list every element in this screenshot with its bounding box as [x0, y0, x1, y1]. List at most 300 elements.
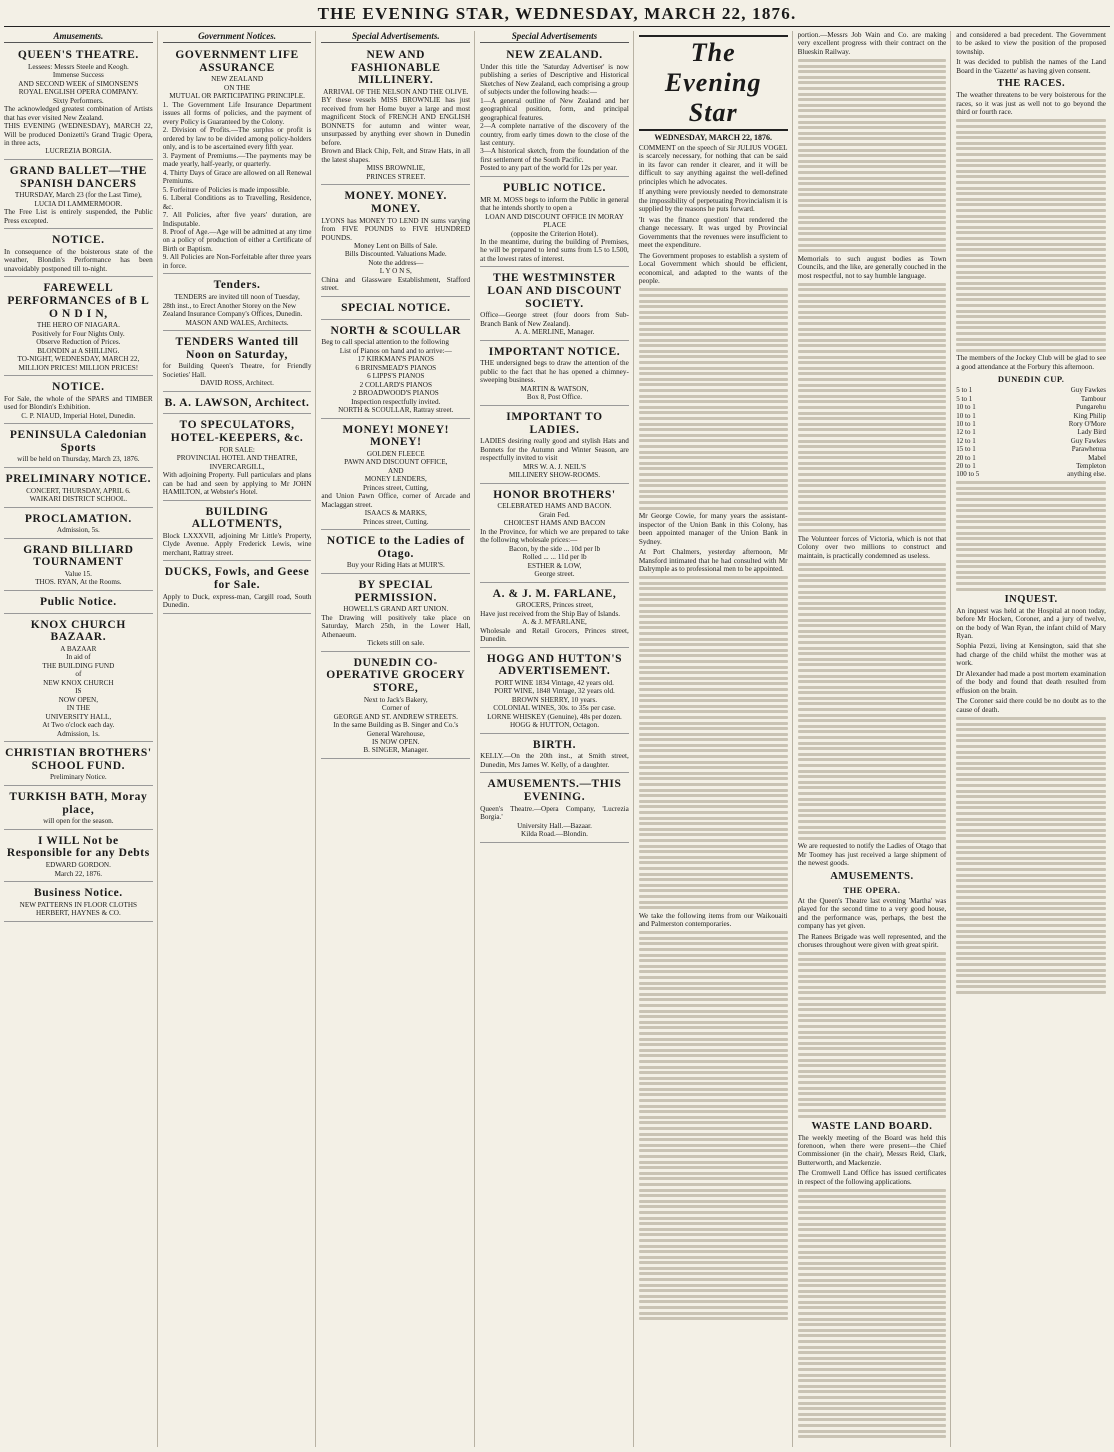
ad-title: BUILDING ALLOTMENTS,	[191, 505, 283, 531]
ad-line: 4. Thirty Days of Grace are allowed on all Renewal Premiums.	[162, 168, 312, 186]
horse-name: Parawhenua	[1071, 445, 1106, 454]
ad-line: GEORGE AND ST. ANDREW STREETS.	[333, 712, 458, 721]
advertisement	[4, 470, 153, 508]
advertisement	[4, 541, 153, 591]
ad-line: Brown and Black Chip, Felt, and Straw Hats, in all the latest shapes.	[321, 147, 471, 164]
ad-line: 1—A general outline of New Zealand and her geographical position, form, and principal geographical features.	[480, 96, 629, 122]
ad-line: MASON AND WALES, Architects.	[185, 318, 289, 327]
news-paragraph: Memorials to such august bodies as Town Councils, and the like, are generally couched in the most respectful, not to say humble language.	[797, 254, 947, 280]
ad-line: INVERCARGILL,	[209, 462, 265, 471]
ad-line: NEW PATTERNS IN FLOOR CLOTHS	[19, 900, 138, 909]
text-filler	[798, 283, 947, 532]
ad-line: Rolled ... ... 11d per lb	[522, 553, 587, 562]
advertisement	[4, 231, 153, 277]
ad-title: THE WESTMINSTER LOAN AND DISCOUNT SOCIETY.	[487, 272, 622, 310]
ad-line: Preliminary Notice.	[50, 773, 107, 782]
ad-line: 2. Division of Profits.—The surplus or profit is ordered by law to be divided among policy-holders only, and is to be ascertained every fifth year.	[162, 126, 312, 152]
odds-value: 5 to 1	[956, 394, 973, 403]
ad-line: MARTIN & WATSON,	[520, 384, 589, 393]
ad-line: Buy your Riding Hats at MUIR'S.	[346, 561, 445, 570]
text-filler	[798, 563, 947, 840]
ad-line: will be held on Thursday, March 23, 1876.	[17, 455, 140, 464]
odds-row	[956, 462, 1106, 470]
text-filler	[798, 59, 947, 252]
inquest-paragraph: Dr Alexander had made a post mortem examination of the body and found that death resulted from effusion on the brain.	[956, 669, 1106, 695]
advertisement	[480, 585, 629, 648]
ad-line: A. & J. M'FARLANE,	[522, 618, 587, 627]
ad-title: AMUSEMENTS.—THIS EVENING.	[487, 778, 622, 804]
ad-line: HOWELL'S GRAND ART UNION.	[343, 605, 449, 614]
ad-line: University Hall.—Bazaar.	[517, 821, 592, 830]
advertisement	[321, 576, 470, 652]
ad-line: Observe Reduction of Prices.	[36, 338, 121, 347]
advertisement	[480, 736, 629, 774]
ad-line: HERBERT, HAYNES & CO.	[35, 909, 121, 918]
ad-line: Grain Fed.	[539, 510, 570, 519]
ad-line: NORTH & SCOULLAR, Rattray street.	[338, 406, 454, 415]
ad-title: HONOR BROTHERS'	[493, 488, 616, 501]
ad-line: UNIVERSITY HALL,	[45, 712, 112, 721]
news-items	[798, 31, 947, 1438]
advertisement	[321, 654, 470, 759]
ad-line: For Sale, the whole of the SPARS and TIMBER used for Blondin's Exhibition.	[4, 394, 153, 412]
races-paragraph: The weather threatens to be very boisterous for the races, so it was just as well not to go beyond the third or fourth race.	[956, 91, 1106, 117]
news-paragraph: We are requested to notify the Ladies of Otago that Mr Toomey has just received a large shipment of the newest goods.	[797, 842, 947, 868]
news-paragraph: and considered a bad precedent. The Government to be asked to view the position of the proposed township.	[956, 31, 1106, 56]
inquest-heading: INQUEST.	[1004, 593, 1058, 605]
ad-line: WAIKARI DISTRICT SCHOOL.	[29, 495, 128, 504]
inquest-paragraph: An inquest was held at the Hospital at noon today, before Mr Hocken, Coroner, and a jury of twelve, on the body of Wan Ryan, the infant child of Mary Ryan.	[956, 606, 1106, 640]
advertisement	[4, 510, 153, 539]
advertisement	[163, 333, 312, 392]
leader-paragraph: COMMENT on the speech of Sir JULIUS VOGEL is scarcely necessary, for nothing that can be said in its favor can render it clearer, and it will be difficult to say anything against the well-defined principles which he advocates.	[638, 144, 788, 186]
column-5	[639, 31, 793, 1447]
ad-line: BROWN SHERRY, 10 years.	[511, 695, 598, 704]
odds-value: 10 to 1	[956, 411, 976, 420]
ad-line: Sixty Performers.	[52, 96, 104, 105]
horse-name: Rory O'More	[1068, 419, 1106, 428]
odds-row	[956, 395, 1106, 403]
ad-line: George street.	[534, 570, 575, 579]
ad-line: PORT WINE, 1848 Vintage, 32 years old.	[494, 687, 615, 696]
odds-row	[956, 420, 1106, 428]
ad-title: BIRTH.	[532, 738, 577, 751]
ad-line: B. SINGER, Manager.	[363, 746, 429, 755]
ad-line: 7. All Policies, after five years' duration, are Indisputable.	[162, 211, 312, 228]
odds-value: 10 to 1	[956, 419, 976, 428]
ad-line: 3—A historical sketch, from the foundation of the first settlement of the South Pacific.	[480, 147, 629, 164]
column-6	[798, 31, 952, 1447]
ad-line: 9. All Policies are Non-Forfeitable after three years in force.	[162, 253, 312, 270]
advertisement	[321, 322, 470, 419]
ad-line: In consequence of the boisterous state of the weather, Blondin's Performance has been unavoidably postponed till to-night.	[4, 247, 153, 273]
ad-line: THURSDAY, March 23 (for the Last Time),	[14, 191, 142, 200]
text-filler	[639, 931, 788, 1320]
text-filler	[956, 119, 1106, 351]
text-filler	[956, 481, 1106, 590]
ad-line: Next to Jack's Bakery,	[363, 695, 428, 704]
text-filler	[798, 952, 947, 1117]
ad-line: 2 COLLARD'S PIANOS	[359, 380, 432, 389]
advertisement	[321, 532, 470, 574]
news-paragraph: It was decided to publish the names of the Land Board in the 'Gazette' as having given consent.	[956, 58, 1106, 75]
ad-line: AND SECOND WEEK of SIMONSEN'S	[18, 79, 139, 88]
leader-paragraph: If anything were previously needed to demonstrate the impossibility of perpetuating Provincialism it is supplied by the reasons he puts forward.	[638, 188, 788, 214]
ad-line: MILLINERY SHOW-ROOMS.	[508, 471, 601, 480]
odds-value: 20 to 1	[956, 453, 976, 462]
ad-line: NEW KNOX CHURCH	[43, 678, 114, 687]
ad-line: A. A. MERLINE, Manager.	[514, 328, 595, 337]
ad-line: and Union Pawn Office, corner of Arcade and Maclaggan street.	[321, 492, 471, 509]
ad-line: Apply to Duck, express-man, Cargill road, South Dunedin.	[162, 592, 312, 610]
ad-line: General Warehouse,	[366, 729, 425, 738]
ad-line: At Two o'clock each day.	[42, 721, 115, 730]
advertisement	[4, 593, 153, 614]
ad-line: List of Pianos on hand and to arrive:—	[339, 346, 452, 355]
ad-line: Value 15.	[64, 569, 92, 578]
advertisement	[4, 744, 153, 786]
ad-title: Public Notice.	[39, 595, 117, 608]
paper-date: WEDNESDAY, MARCH 22, 1876.	[654, 133, 773, 142]
ad-line: Corner of	[381, 704, 410, 713]
ad-line: (opposite the Criterion Hotel).	[510, 229, 598, 238]
ad-title: GRAND BILLIARD TOURNAMENT	[23, 543, 134, 569]
ad-line: COLONIAL WINES, 30s. to 35s per case.	[493, 704, 616, 713]
masthead-title: THE EVENING STAR, WEDNESDAY, MARCH 22, 1876.	[317, 4, 797, 23]
ad-title: MONEY! MONEY! MONEY!	[342, 423, 450, 449]
ad-line: LYONS has MONEY TO LEND IN sums varying from FIVE POUNDS to FIVE HUNDRED POUNDS.	[321, 216, 471, 242]
ad-line: THE HERO OF NIAGARA.	[36, 321, 120, 330]
ad-title: TURKISH BATH, Moray place,	[9, 790, 148, 816]
ad-title: A. & J. M. FARLANE,	[492, 587, 617, 600]
ad-line: With adjoining Property. Full particulars and plans can be had and seen by applying to Mr JOHN HAMILTON, at Webster's Hotel.	[162, 471, 312, 497]
advertisement	[163, 563, 312, 613]
ad-line: FOR SALE:	[219, 445, 255, 454]
ad-title: PROCLAMATION.	[24, 512, 132, 525]
odds-row	[956, 386, 1106, 394]
ad-line: TENDERS are invited till noon of Tuesday,	[174, 293, 300, 302]
odds-value: 12 to 1	[956, 436, 976, 445]
ad-title: NEW AND FASHIONABLE MILLINERY.	[351, 49, 441, 87]
ad-line: Princes street, Cutting,	[363, 483, 429, 492]
ad-line: 8. Proof of Age.—Age will be admitted at any time on a policy of production of either a Certificate of Birth or Baptism.	[162, 228, 312, 253]
advertisement	[4, 884, 153, 922]
odds-value: 100 to 5	[956, 470, 980, 479]
ad-line: BLONDIN at A SHILLING.	[37, 346, 120, 355]
ad-line: 28th inst., to Erect Another Storey on the New	[162, 301, 297, 310]
ad-line: MONEY LENDERS,	[364, 475, 427, 484]
column-4	[480, 31, 634, 1447]
ad-line: Admission, 5s.	[56, 526, 100, 535]
text-filler	[639, 288, 788, 509]
horse-name: Guy Fawkes	[1070, 436, 1106, 445]
ad-line: Inspection respectfully invited.	[351, 397, 441, 406]
ad-title: B. A. LAWSON, Architect.	[164, 396, 310, 409]
ad-line: Bills Discounted. Valuations Made.	[344, 250, 447, 259]
ad-title: GRAND BALLET—THE SPANISH DANCERS	[9, 164, 147, 190]
ad-line: PRINCES STREET.	[366, 172, 426, 181]
ad-line: Queen's Theatre.—Opera Company, 'Lucrezia Borgia.'	[480, 804, 629, 822]
advertisement	[4, 832, 153, 882]
races-paragraph: The members of the Jockey Club will be glad to see a good attendance at the Forbury this afternoon.	[956, 354, 1106, 371]
ad-title: PRELIMINARY NOTICE.	[5, 472, 152, 485]
ad-line: 6 LIPPS'S PIANOS	[367, 372, 425, 381]
ad-line: MUTUAL OR PARTICIPATING PRINCIPLE.	[169, 92, 305, 101]
ad-line: MR M. MOSS begs to inform the Public in general that he intends shortly to open a	[480, 195, 629, 213]
ad-title: NEW ZEALAND.	[506, 49, 603, 61]
horse-name: Templeton	[1076, 461, 1106, 470]
ad-line: will open for the season.	[43, 817, 114, 826]
ad-title: SPECIAL NOTICE.	[341, 301, 451, 314]
ad-line: The Free List is entirely suspended, the Public Press excepted.	[4, 208, 153, 225]
advertisement	[480, 269, 629, 340]
advertisement	[321, 299, 470, 320]
ad-line: ON THE	[224, 83, 251, 92]
ad-line: Kilda Road.—Blondin.	[521, 830, 588, 839]
leader-paragraph: Mr George Cowie, for many years the assistant-inspector of the Union Bank in this Colony, has been appointed manager of the Union Bank in Sydney.	[638, 512, 788, 546]
ad-line: Immense Success	[52, 71, 104, 80]
advertisement	[163, 276, 312, 331]
ad-line: THE undersigned begs to draw the attention of the public to the fact that he has opened a chimney-sweeping business.	[480, 359, 629, 385]
ad-line: MRS W. A. J. NEIL'S	[522, 462, 586, 471]
ad-line: 1. The Government Life Insurance Department issues all forms of policies, and the payment of every Policy is Guaranteed by the Colony.	[162, 100, 312, 126]
advertisement	[4, 788, 153, 830]
ad-line: THOS. RYAN, At the Rooms.	[35, 578, 122, 587]
races-heading: THE RACES.	[997, 78, 1066, 90]
advertisement	[321, 421, 470, 531]
ad-line: Wholesale and Retail Grocers, Princes street, Dunedin.	[480, 626, 629, 644]
advertisement	[480, 408, 629, 484]
leader-article	[639, 144, 788, 1320]
paper-banner	[639, 35, 788, 142]
advertisement	[163, 503, 312, 562]
ad-title: DUCKS, Fowls, and Geese for Sale.	[164, 566, 310, 591]
inquest-paragraph: Sophia Pezzi, living at Kensington, said that she had charge of the child whilst the mother was at work.	[956, 642, 1106, 668]
ad-line: IS NOW OPEN.	[371, 737, 420, 746]
ad-line: Block LXXXVII, adjoining Mr Little's Property, Clyde Avenue. Apply Frederick Lewis, wine merchant, Rattray street.	[162, 531, 312, 557]
ad-line: ESTHER & LOW,	[527, 561, 582, 570]
odds-value: 5 to 1	[956, 386, 973, 395]
ad-line: LUCREZIA BORGIA.	[45, 147, 112, 156]
ad-line: AND	[387, 466, 404, 475]
advertisement	[480, 179, 629, 268]
ad-title: BY SPECIAL PERMISSION.	[354, 578, 437, 604]
ad-line: 17 KIRKMAN'S PIANOS	[357, 355, 434, 364]
advertisement	[480, 650, 629, 734]
ad-title: FAREWELL PERFORMANCES of B L O N D I N,	[7, 282, 150, 320]
ad-line: Admission, 1s.	[56, 729, 100, 738]
section-header: Government Notices.	[163, 31, 312, 43]
column-2	[163, 31, 317, 1447]
ad-title: PENINSULA Caledonian Sports	[9, 429, 147, 454]
ad-line: In the same Building as B. Singer and Co.'s	[333, 721, 459, 730]
ad-line: LORNE WHISKEY (Genuine), 48s per dozen.	[487, 712, 622, 721]
ad-title: KNOX CHURCH BAZAAR.	[30, 618, 126, 644]
ad-line: ARRIVAL OF THE NELSON AND THE OLIVE.	[323, 87, 469, 96]
advertisement	[4, 616, 153, 743]
ad-title: Tenders.	[213, 279, 261, 292]
ad-line: for Building Queen's Theatre, for Friendly Societies' Hall.	[162, 362, 312, 379]
columns	[4, 31, 1110, 1447]
ad-line: 2 BROADWOOD'S PIANOS	[352, 389, 439, 398]
opera-heading: THE OPERA.	[843, 884, 901, 895]
column-7	[956, 31, 1110, 1447]
ad-line: THE BUILDING FUND	[42, 661, 115, 670]
ad-title: TO SPECULATORS, HOTEL-KEEPERS, &c.	[170, 419, 304, 445]
column-3	[321, 31, 475, 1447]
ad-line: C. P. NIAUD, Imperial Hotel, Dunedin.	[21, 411, 136, 420]
ad-title: IMPORTANT TO LADIES.	[506, 410, 603, 436]
ad-line: L Y O N S,	[379, 267, 412, 276]
ad-line: LADIES desiring really good and stylish Hats and Bonnets for the Autumn and Winter Season, are respectfully invited to visit	[480, 437, 629, 463]
ad-line: LUCIA DI LAMMERMOOR.	[34, 199, 123, 208]
leader-paragraph: 'It was the finance question' that rendered the change necessary. It was urged by Provincial Governments that the revenues were insufficient to meet the expenditure.	[638, 215, 788, 250]
odds-value: 10 to 1	[956, 403, 976, 412]
ad-line: MISS BROWNLIE,	[366, 164, 425, 173]
ad-line: China and Glassware Establishment, Stafford street.	[321, 275, 471, 293]
horse-name: Guy Fawkes	[1070, 386, 1106, 395]
odds-row	[956, 470, 1106, 478]
ad-line: The acknowledged greatest combination of Artists that has ever visited New Zealand.	[4, 105, 153, 122]
ad-line: In aid of	[66, 653, 91, 662]
odds-row	[956, 412, 1106, 420]
ad-line: 6 BRINSMEAD'S PIANOS	[355, 363, 437, 372]
ad-line: March 22, 1876.	[54, 869, 103, 878]
ad-line: Positively for Four Nights Only.	[31, 329, 125, 338]
advertisement	[321, 187, 470, 297]
ad-line: THIS EVENING (WEDNESDAY), MARCH 22, Will be produced Donizetti's Grand Tragic Opera, in three acts,	[4, 122, 153, 147]
ad-line: In the Province, for which we are prepared to take the following wholesale prices:—	[480, 527, 629, 545]
ad-line: IN THE	[66, 704, 90, 713]
ad-title: HOGG AND HUTTON'S ADVERTISEMENT.	[486, 652, 623, 678]
ad-line: In the meantime, during the building of Premises, he will be prepared to lend sums from L5 to L500, at the lowest rates of interest.	[480, 238, 629, 263]
ad-title: GOVERNMENT LIFE ASSURANCE	[175, 49, 299, 74]
ad-line: CELEBRATED HAMS AND BACON.	[497, 502, 612, 511]
news-paragraph: portion.—Messrs Job Wain and Co. are making very excellent progress with their contract on the Blueskin Railway.	[797, 31, 947, 56]
advertisement	[480, 775, 629, 842]
ad-title: NOTICE to the Ladies of Otago.	[326, 535, 465, 560]
text-filler	[798, 1189, 947, 1438]
ad-title: DUNEDIN CO-OPERATIVE GROCERY STORE,	[326, 656, 466, 694]
advertisement	[4, 378, 153, 424]
wasteland-paragraph: The weekly meeting of the Board was held this forenoon, when there were present—the Chief Commissioner (in the chair), Messrs Reid, Clark, Butterworth, and Mackenzie.	[797, 1133, 947, 1167]
ad-line: Note the address—	[368, 258, 424, 267]
ad-line: LOAN AND DISCOUNT OFFICE IN MORAY PLACE	[485, 212, 624, 230]
odds-row	[956, 437, 1106, 445]
ad-line: PORT WINE 1834 Vintage, 42 years old.	[495, 678, 614, 687]
ad-title: NOTICE.	[52, 234, 105, 247]
ad-title: I WILL Not be Responsible for any Debts	[6, 834, 150, 860]
ad-title: MONEY. MONEY. MONEY.	[344, 190, 448, 215]
ad-line: PROVINCIAL HOTEL AND THEATRE,	[176, 454, 298, 463]
ad-title: TENDERS Wanted till Noon on Saturday,	[175, 336, 299, 361]
news-items-2	[956, 31, 1106, 994]
ad-title: CHRISTIAN BROTHERS' SCHOOL FUND.	[5, 747, 152, 772]
ad-title: NOTICE.	[52, 381, 105, 394]
odds-list	[956, 386, 1106, 478]
odds-value: 20 to 1	[956, 461, 976, 470]
wasteland-paragraph: The Cromwell Land Office has issued certificates in respect of the following applications.	[797, 1169, 947, 1186]
ad-line: Office—George street (four doors from Sub-Branch Bank of New Zealand).	[480, 311, 629, 328]
ad-line: Lessees: Messrs Steele and Keogh.	[27, 62, 129, 71]
advertisement	[480, 486, 629, 583]
odds-row	[956, 454, 1106, 462]
ad-line: ISAACS & MARKS,	[364, 509, 427, 518]
horse-name: Mabel	[1088, 453, 1106, 462]
advertisement	[163, 46, 312, 274]
ad-line: NEW ZEALAND	[211, 75, 264, 84]
column-1	[4, 31, 158, 1447]
odds-row	[956, 445, 1106, 453]
text-filler	[639, 576, 788, 909]
ad-line: CHOICEST HAMS AND BACON	[503, 519, 606, 528]
odds-row	[956, 403, 1106, 411]
ad-line: BY these vessels MISS BROWNLIE has just received from her Home buyer a large and most magnificent Stock of FRENCH AND ENGLISH BONNETS for autumn and winter wear, unsurpassed by anything ever shown in Dunedin before.	[321, 96, 471, 147]
ad-title: IMPORTANT NOTICE.	[488, 345, 621, 358]
ad-line: 5. Forfeiture of Policies is made impossible.	[162, 185, 290, 194]
ad-line: IS	[75, 687, 82, 696]
ad-line: 3. Payment of Premiums.—The payments may be made yearly, half-yearly, or quarterly.	[162, 151, 312, 169]
ad-line: PAWN AND DISCOUNT OFFICE,	[344, 458, 448, 467]
ad-line: A BAZAAR	[60, 644, 97, 653]
advertisement	[4, 162, 153, 229]
advertisement	[480, 343, 629, 406]
ad-line: Bacon, by the side ... 10d per lb	[508, 544, 601, 553]
wasteland-heading: WASTE LAND BOARD.	[811, 1120, 933, 1132]
ad-line: 2—A complete narrative of the discovery of the country, from early times down to the close of the last century.	[480, 122, 629, 147]
ad-line: Have just received from the Ship Bay of Islands.	[480, 609, 621, 618]
amusements-heading: AMUSEMENTS.	[830, 870, 914, 882]
ad-line: Posted to any part of the world for 12s per year.	[480, 164, 618, 173]
advertisement	[163, 394, 312, 415]
ad-title: QUEEN'S THEATRE.	[17, 49, 139, 61]
advertisement	[4, 46, 153, 160]
ad-line: The Drawing will positively take place on Saturday, March 25th, in the Lower Hall, Athenaeum.	[321, 613, 471, 639]
ad-line: Beg to call special attention to the following	[321, 338, 449, 347]
ad-title: PUBLIC NOTICE.	[503, 181, 606, 194]
ad-line: Tickets still on sale.	[367, 639, 425, 648]
ad-line: NOW OPEN,	[58, 695, 99, 704]
ad-title: NORTH & SCOULLAR	[330, 324, 462, 337]
ad-line: CONCERT, THURSDAY, APRIL 6.	[26, 486, 131, 495]
news-paragraph: The Volunteer forces of Victoria, which is not that Colony over two millions to construct and maintain, is practically condemned as useless.	[797, 534, 947, 560]
advertisement	[4, 426, 153, 468]
horse-name: Lady Bird	[1077, 428, 1106, 437]
section-header: Amusements.	[4, 31, 153, 43]
section-header: Special Advertisements	[480, 31, 629, 43]
inquest-paragraph: The Coroner said there could be no doubt as to the cause of death.	[956, 697, 1106, 714]
ad-line: DAVID ROSS, Architect.	[200, 379, 274, 388]
odds-value: 12 to 1	[956, 428, 976, 437]
ad-line: KELLY.—On the 20th inst., at Smith street, Dunedin, Mrs James W. Kelly, of a daughter.	[480, 752, 629, 769]
ad-line: GROCERS, Princes street,	[515, 601, 594, 610]
ad-line: EDWARD GORDON.	[45, 861, 111, 870]
advertisement	[163, 416, 312, 500]
ad-title: Business Notice.	[33, 886, 123, 899]
horse-name: King Philip	[1073, 411, 1106, 420]
ad-line: Under this title the 'Saturday Advertiser' is now publishing a series of Descriptive and Historical Sketches of New Zealand, each comprising a group of subjects under the following heads:—	[480, 62, 629, 97]
leader-paragraph: We take the following items from our Waikouaiti and Palmerston contemporaries.	[638, 911, 788, 929]
ad-line: TO-NIGHT, WEDNESDAY, MARCH 22,	[17, 355, 140, 364]
ad-line: of	[75, 670, 82, 679]
ad-line: Zealand Insurance Company's Offices, Dunedin.	[162, 310, 303, 319]
leader-paragraph: The Government proposes to establish a system of Local Government which should be efficient, economical, and adapted to the wants of the people.	[638, 251, 788, 286]
section-header: Special Advertisements.	[321, 31, 470, 43]
ad-line: Princes street, Cutting.	[363, 517, 429, 526]
text-filler	[956, 717, 1106, 994]
ad-line: Money Lent on Bills of Sale.	[354, 241, 438, 250]
ad-line: MILLION PRICES! MILLION PRICES!	[18, 363, 139, 372]
